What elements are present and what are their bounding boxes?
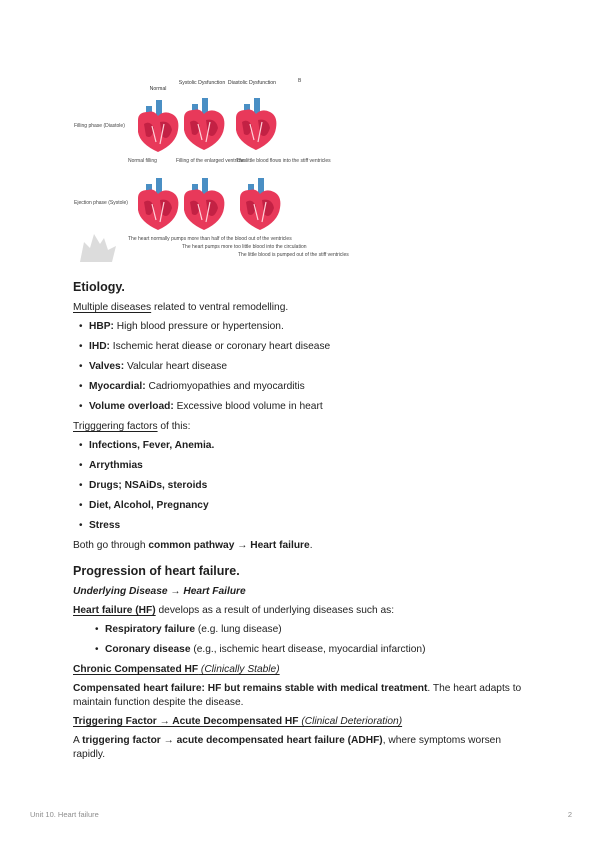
page-number: 2 bbox=[567, 810, 572, 819]
list-item: • Drugs; NSAiDs, steroids bbox=[89, 479, 533, 493]
caption-normal-filling: Normal filling bbox=[128, 158, 157, 164]
multiple-diseases-link: Multiple diseases bbox=[73, 302, 152, 313]
caption-stiff-filling: The little blood flows into the stiff ventricles bbox=[236, 158, 331, 164]
col-header-diastolic: Diastolic Dysfunction bbox=[227, 80, 277, 86]
figure-watermark-smudge bbox=[80, 234, 116, 262]
heart-systolic-diastole bbox=[184, 98, 224, 150]
stage3-title: Triggering Factor → Acute Decompensated HF (Clinical Deterioration) bbox=[73, 716, 403, 727]
row-label-ejection: Ejection phase (Systole) bbox=[74, 200, 128, 206]
causes-list bbox=[73, 320, 533, 414]
etiology-intro: Multiple diseases related to ventral remodelling. bbox=[73, 302, 289, 313]
stage2-title: Chronic Compensated HF (Clinically Stable) bbox=[73, 664, 280, 675]
heart-diastolic-diastole bbox=[236, 98, 276, 150]
adhf-text: A triggering factor → acute decompensated heart failure (ADHF), where symptoms worsen rapidly. bbox=[73, 735, 502, 760]
list-item: • Respiratory failure (e.g. lung disease) bbox=[105, 623, 533, 637]
corner-mark: B bbox=[298, 78, 302, 84]
list-item: • Valves: Valcular heart disease bbox=[89, 360, 533, 374]
svg-text:The heart normally pumps more: The heart normally pumps more than half of the blood out of the ventricles bbox=[128, 236, 292, 242]
list-item: • Diet, Alcohol, Pregnancy bbox=[89, 499, 533, 513]
diseases-list bbox=[73, 623, 533, 657]
etiology-heading: Etiology. bbox=[73, 280, 125, 294]
list-item: • Stress bbox=[89, 519, 533, 533]
caption-diastolic-ejection bbox=[238, 252, 349, 258]
row-label-filling: Filling phase (Diastole) bbox=[74, 123, 125, 129]
main-content bbox=[73, 279, 533, 767]
list-item: • Myocardial: Cadriomyopathies and myocarditis bbox=[89, 380, 533, 394]
triggering-intro: Trigggering factors of this: bbox=[73, 421, 191, 432]
heart-normal-diastole bbox=[138, 100, 178, 152]
common-pathway-text: Both go through common pathway → Heart failure. bbox=[73, 540, 313, 551]
heart-normal-systole bbox=[138, 178, 178, 230]
list-item: • Coronary disease (e.g., ischemic heart disease, myocardial infarction) bbox=[105, 643, 533, 657]
heart-dysfunction-figure bbox=[72, 72, 349, 268]
list-item: • HBP: High blood pressure or hypertension. bbox=[89, 320, 533, 334]
hf-intro: Heart failure (HF) develops as a result of underlying diseases such as: bbox=[73, 605, 395, 616]
col-header-normal: Normal bbox=[149, 86, 167, 92]
list-item: • Volume overload: Excessive blood volume in heart bbox=[89, 400, 533, 414]
col-header-systolic: Systolic Dysfunction bbox=[178, 80, 226, 86]
footer-title: Unit 10. Heart failure bbox=[30, 810, 99, 819]
triggers-list bbox=[73, 439, 533, 533]
triggering-factors-link: Trigggering factors bbox=[73, 421, 158, 432]
hf-link: Heart failure (HF) bbox=[73, 605, 156, 616]
heart-figure-svg bbox=[72, 72, 349, 268]
list-item: • Infections, Fever, Anemia. bbox=[89, 439, 533, 453]
list-item: • IHD: Ischemic herat diease or coronary heart disease bbox=[89, 340, 533, 354]
list-item: • Arrythmias bbox=[89, 459, 533, 473]
caption-systolic-ejection bbox=[182, 244, 307, 250]
heart-diastolic-systole bbox=[240, 178, 280, 230]
caption-normal-ejection bbox=[128, 236, 292, 242]
heart-systolic-systole bbox=[184, 178, 224, 230]
stage1-title: Underlying Disease → Heart Failure bbox=[73, 586, 246, 597]
svg-text:The little blood is pumped out: The little blood is pumped out of the stiff ventricles bbox=[238, 252, 349, 258]
svg-text:The heart pumps more too littl: The heart pumps more too little blood into the circulation bbox=[182, 244, 307, 250]
caption-enlarged-filling: Filling of the enlarged ventricles bbox=[176, 158, 247, 164]
compensated-text: Compensated heart failure: HF but remains stable with medical treatment. The heart adapts to maintain function despite the disease. bbox=[73, 683, 522, 708]
progression-heading: Progression of heart failure. bbox=[73, 564, 240, 578]
